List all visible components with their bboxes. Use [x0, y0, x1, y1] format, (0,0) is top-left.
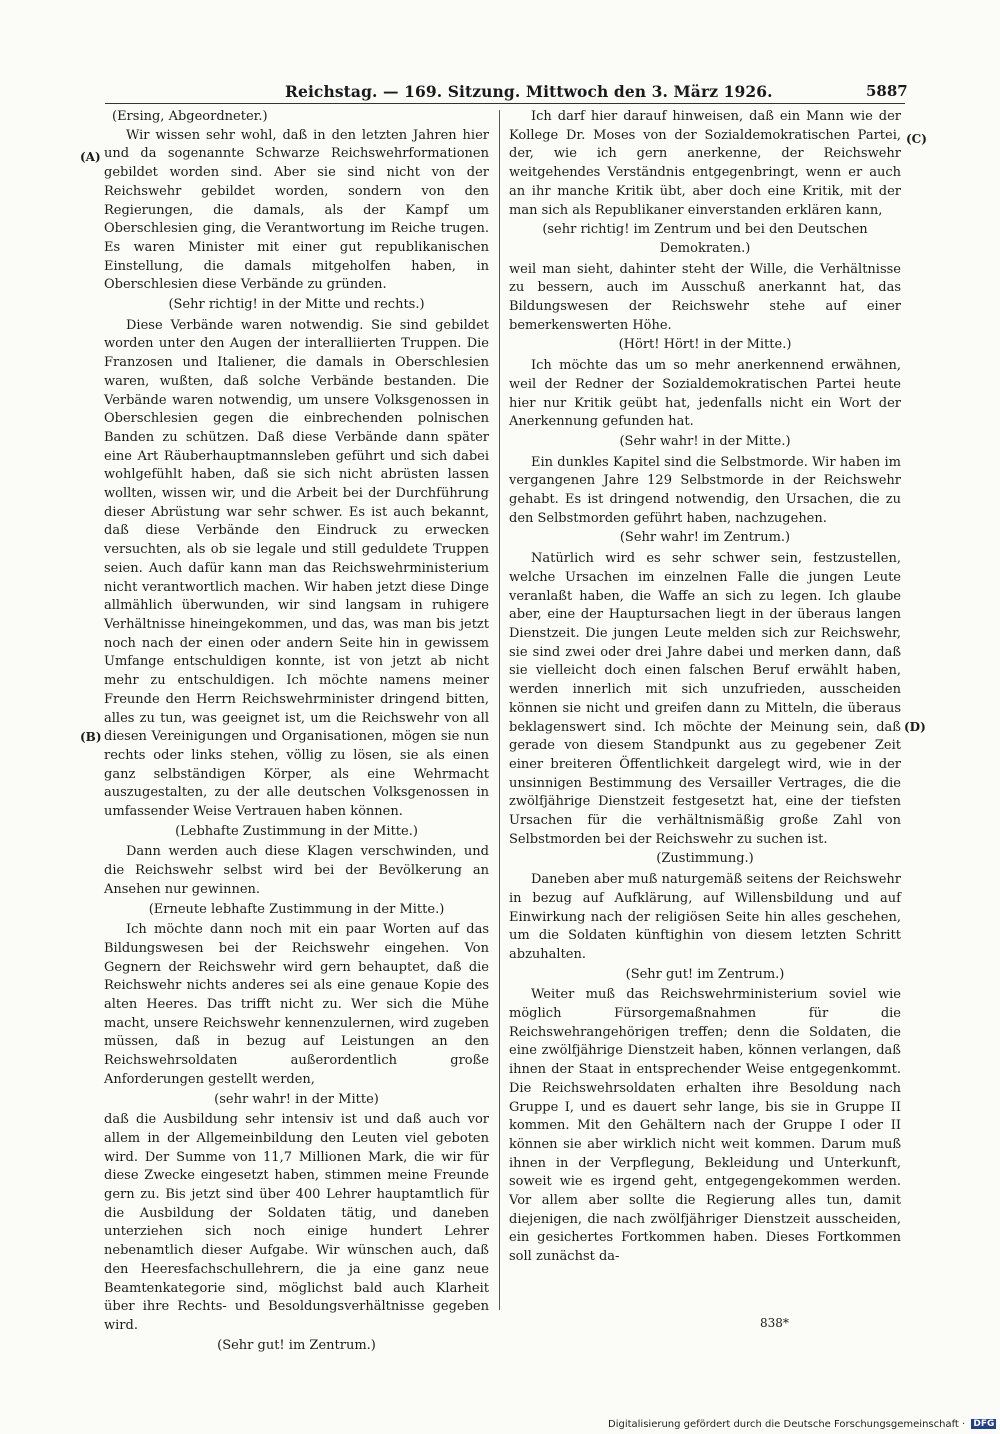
interjection: (Sehr gut! im Zentrum.): [217, 1337, 376, 1353]
paragraph: Daneben aber muß naturgemäß seitens der Reichswehr in bezug auf Aufklärung, auf Willensbildung und auf Einwirkung nach der religiösen Seite hin alles geschehen, um die Soldaten künftighin von diesem letzten Schritt abzuhalten.: [509, 872, 901, 962]
interjection: (Sehr wahr! in der Mitte.): [619, 433, 791, 449]
speaker-label: (Ersing, Abgeordneter.): [112, 109, 268, 124]
margin-marker-d: (D): [904, 720, 926, 734]
dfg-logo-icon: DFG: [973, 1419, 995, 1429]
interjection: (Zustimmung.): [656, 851, 754, 867]
footer: [608, 1419, 996, 1430]
interjection: (Hört! Hört! in der Mitte.): [618, 337, 792, 353]
margin-marker-b: (B): [80, 730, 102, 744]
interjection: (sehr wahr! in der Mitte): [214, 1091, 379, 1107]
footer-text: Digitalisierung gefördert durch die Deutsche Forschungsgemeinschaft ·: [608, 1419, 966, 1430]
sheet-number: 838*: [760, 1316, 789, 1330]
paragraph: Natürlich wird es sehr schwer sein, festzustellen, welche Ursachen im einzelnen Falle die jungen Leute veranlaßt haben, die Waffe an sich zu legen. Ich glaube aber, eine der Hauptursachen liegt in der überaus langen Dienstzeit. Die jungen Leute melden sich zur Reichswehr, sie sind zwei oder drei Jahre dabei und merken dann, daß sie vielleicht doch einen falschen Beruf erwählt haben, werden innerlich mit sich unzufrieden, ausscheiden können sie nicht und greifen dann zu Mitteln, die überaus beklagenswert sind. Ich möchte der Meinung sein, daß gerade von diesem Standpunkt aus zu gegebener Zeit einer breiteren Öffentlichkeit dargelegt wird, wie in der unsinnigen Bestimmung des Versailler Vertrages, die die zwölfjährige Dienstzeit festgesetzt hat, eine der tiefsten Ursachen für die verhältnismäßig große Zahl von Selbstmorden bei der Reichswehr zu suchen ist.: [509, 551, 901, 847]
paragraph: Ich möchte dann noch mit ein paar Worten auf das Bildungswesen bei der Reichswehr eingehen. Von Gegnern der Reichswehr wird gern behauptet, daß die Reichswehr nichts anderes sei als eine genaue Kopie des alten Heeres. Das trifft nicht zu. Wer sich die Mühe macht, unsere Reichswehr kennenzulernen, wird zugeben müssen, daß in bezug auf Leistungen an den Reichswehrsoldaten außerordentlich große Anforderungen gestellt werden,: [104, 922, 489, 1087]
interjection: (Sehr gut! im Zentrum.): [625, 966, 785, 982]
paragraph: Weiter muß das Reichswehrministerium soviel wie möglich Fürsorgemaßnahmen für die Reichswehrangehörigen treffen; denn die Soldaten, die eine zwölfjährige Dienstzeit haben, können verlangen, daß ihnen der Staat in entsprechender Weise entgegenkommt. Die Reichswehrsoldaten erhalten ihre Besoldung nach Gruppe I, und es dauert sehr lange, bis sie in Gruppe II kommen. Mit den Gehältern nach der Gruppe I oder II können sie aber wirklich nicht weit kommen. Darum muß ihnen in der Verpflegung, Bekleidung und Unterkunft, soweit wie es irgend geht, entgegengekommen werden. Vor allem aber sollte die Regierung alles tun, damit diejenigen, die nach zwölfjähriger Dienstzeit ausscheiden, ein gesichertes Fortkommen haben. Dieses Fortkommen soll zunächst da-: [509, 987, 901, 1265]
column-divider: [499, 110, 500, 1310]
right-column: [509, 108, 901, 1267]
interjection: (Sehr richtig! in der Mitte und rechts.): [168, 297, 425, 313]
header-rule: [105, 103, 905, 104]
margin-marker-c: (C): [906, 132, 927, 146]
interjection: (sehr richtig! im Zentrum und bei den Deutschen Demokraten.): [542, 222, 868, 256]
paragraph: Ein dunkles Kapitel sind die Selbstmorde. Wir haben im vergangenen Jahre 129 Selbstmorde in der Reichswehr gehabt. Es ist dringend notwendig, den Ursachen, die zu den Selbstmorden geführt haben, nachzugehen.: [509, 454, 901, 526]
page-header: [0, 82, 1000, 108]
paragraph: Wir wissen sehr wohl, daß in den letzten Jahren hier und da sogenannte Schwarze Reichswehrformationen gebildet worden sind. Aber sie sind nicht von der Reichswehr gebildet worden, sondern von den Regierungen, die damals, als der Kampf um Oberschlesien ging, die Verantwortung im Reiche trugen. Es waren Minister mit einer gut republikanischen Einstellung, die damals mitgeholfen haben, in Oberschlesien diese Verbände zu gründen.: [104, 127, 489, 293]
left-column: [104, 108, 489, 1357]
paragraph: Ich möchte das um so mehr anerkennend erwähnen, weil der Redner der Sozialdemokratischen Partei heute hier nur Kritik geübt hat, jedenfalls nicht ein Wort der Anerkennung gefunden hat.: [509, 358, 901, 430]
page-number: 5887: [866, 82, 908, 100]
paragraph: Dann werden auch diese Klagen verschwinden, und die Reichswehr selbst wird bei der Bevölkerung an Ansehen nur gewinnen.: [104, 844, 489, 897]
margin-marker-a: (A): [80, 150, 101, 164]
paragraph: Diese Verbände waren notwendig. Sie sind gebildet worden unter den Augen der interalliierten Truppen. Die Franzosen und Italiener, die damals in Oberschlesien waren, wußten, daß solche Verbände bestanden. Die Verbände waren notwendig, um unsere Volksgenossen in Oberschlesien gegen die einbrechenden polnischen Banden zu schützen. Daß diese Verbände dann später eine Art Räuberhauptmannsleben geführt und sich dabei wohlgefühlt haben, daß sie sich nicht abrüsten lassen wollten, wissen wir, und die Arbeit bei der Durchführung dieser Abrüstung war sehr schwer. Es ist auch bekannt, daß diese Verbände den Eindruck zu erwecken versuchten, als ob sie legale und still geduldete Truppen seien. Auch dafür kann man das Reichswehrministerium nicht verantwortlich machen. Wir haben jetzt diese Dinge allmählich überwunden, wir sind langsam in ruhigere Verhältnisse hineingekommen, und das, was man bis jetzt noch nach der einen oder andern Seite hin in gewissem Umfange entschuldigen konnte, ist von jetzt ab nicht mehr zu entschuldigen. Ich möchte namens meiner Freunde den Herrn Reichswehrminister dringend bitten, alles zu tun, was geeignet ist, um die Reichswehr von all diesen Vereinigungen und Organisationen, mögen sie nun rechts oder links stehen, völlig zu lösen, sie als einen ganz selbständigen Körper, als eine Wehrmacht auszugestalten, zu der alle deutschen Volksgenossen in umfassender Weise Vertrauen haben können.: [104, 317, 489, 820]
interjection: (Lebhafte Zustimmung in der Mitte.): [175, 823, 418, 839]
interjection: (Erneute lebhafte Zustimmung in der Mitte.): [148, 901, 445, 917]
paragraph: Ich darf hier darauf hinweisen, daß ein Mann wie der Kollege Dr. Moses von der Sozialdemokratischen Partei, der, wie ich gern anerkenne, der Reichswehr weitgehendes Verständnis entgegenbringt, wenn er auch an ihr manche Kritik übt, aber doch eine Kritik, mit der man sich als Republikaner einverstanden erklären kann,: [509, 109, 901, 218]
paragraph: weil man sieht, dahinter steht der Wille, die Verhältnisse zu bessern, auch im Ausschuß anerkannt hat, das Bildungswesen der Reichswehr stehe auf einer bemerkenswerten Höhe.: [509, 261, 901, 333]
running-head: Reichstag. — 169. Sitzung. Mittwoch den 3. März 1926.: [285, 82, 773, 101]
paragraph: daß die Ausbildung sehr intensiv ist und daß auch vor allem in der Allgemeinbildung den Leuten viel geboten wird. Der Summe von 11,7 Millionen Mark, die wir für diese Zwecke eingesetzt haben, stimmen meine Freunde gern zu. Bis jetzt sind über 400 Lehrer hauptamtlich für die Ausbildung der Soldaten tätig, und daneben unterziehen sich noch einige hundert Lehrer nebenamtlich dieser Aufgabe. Wir wünschen auch, daß den Heeresfachschullehrern, die ja eine ganz neue Beamtenkategorie sind, möglichst bald auch Klarheit über ihre Rechts- und Besoldungsverhältnisse gegeben wird.: [104, 1112, 489, 1333]
interjection: (Sehr wahr! im Zentrum.): [619, 530, 791, 546]
